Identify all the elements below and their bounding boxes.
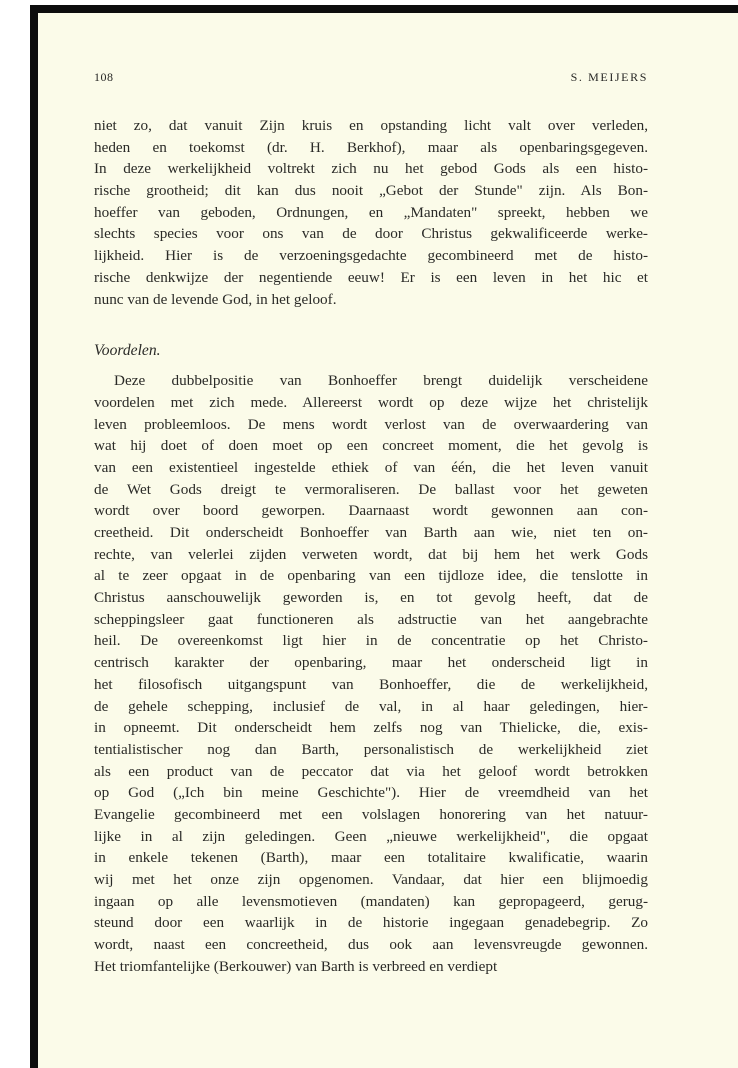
paragraph-1 — [94, 115, 648, 310]
text-line: nunc van de levende God, in het geloof. — [94, 290, 337, 308]
scan-border-left — [30, 5, 38, 1068]
text-line: ingaan op alle levensmotieven (mandaten) kan gepropageerd, gerug- — [94, 892, 648, 910]
text-line: leven probleemloos. De mens wordt verlost van de overwaardering van — [94, 415, 648, 433]
text-line: op God („Ich bin meine Geschichte"). Hier de vreemdheid van het — [94, 784, 648, 802]
text-line: scheppingsleer gaat functioneren als adstructie van het aangebrachte — [94, 610, 648, 628]
body-text — [94, 115, 648, 977]
text-line: in enkele tekenen (Barth), maar een totalitaire kwalificatie, waarin — [94, 849, 648, 867]
text-line: al te zeer opgaat in de openbaring van een tijdloze idee, die tenslotte in — [94, 567, 648, 585]
text-line: van een existentieel ingestelde ethiek of van één, die het leven vanuit — [94, 458, 648, 476]
text-line: Evangelie gecombineerd met een volslagen honorering van het natuur- — [94, 805, 648, 823]
text-line: Het triomfantelijke (Berkouwer) van Barth is verbreed en verdiept — [94, 957, 498, 975]
text-line: steund door een waarlijk in de historie ingegaan genadebegrip. Zo — [94, 914, 648, 932]
text-line: niet zo, dat vanuit Zijn kruis en opstanding licht valt over verleden, — [94, 117, 648, 134]
text-line: slechts species voor ons van de door Christus gekwalificeerde werke- — [94, 225, 648, 243]
text-line: centrisch karakter der openbaring, maar het onderscheid ligt in — [94, 654, 648, 672]
paragraph-gap — [94, 310, 648, 340]
running-head-author: S. MEIJERS — [570, 70, 648, 84]
text-line: in opneemt. Dit onderscheidt hem zelfs nog van Thielicke, die, exis- — [94, 719, 648, 737]
text-line: de Wet Gods dreigt te vermoraliseren. De ballast voor het geweten — [94, 480, 648, 498]
text-line: wordt, naast een concreetheid, dus ook aan levensvreugde gewonnen. — [94, 936, 648, 954]
text-line: rische denkwijze der negentiende eeuw! Er is een leven in het hic et — [94, 268, 648, 286]
text-line: hoeffer van geboden, Ordnungen, en „Mandaten" spreekt, hebben we — [94, 203, 648, 221]
section-heading: Voordelen. — [94, 342, 161, 360]
text-line: voordelen met zich mede. Allereerst wordt op deze wijze het christelijk — [94, 393, 648, 411]
text-line: In deze werkelijkheid voltrekt zich nu het gebod Gods als een histo- — [94, 160, 648, 178]
text-line: tentialistischer nog dan Barth, personalistisch de werkelijkheid ziet — [94, 740, 648, 758]
text-line: wat hij doet of doen moet op een concreet moment, die het gevolg is — [94, 437, 648, 455]
text-line: wij met het onze zijn opgenomen. Vandaar, dat hier een blijmoedig — [94, 871, 648, 888]
text-line: lijke in al zijn geledingen. Geen „nieuwe werkelijkheid", die opgaat — [94, 827, 648, 845]
page-number: 108 — [94, 70, 114, 84]
text-line: creetheid. Dit onderscheidt Bonhoeffer van Barth aan wie, niet ten on- — [94, 524, 648, 541]
heading-gap — [94, 362, 648, 370]
text-line: als een product van de peccator dat via het geloof wordt betrokken — [94, 762, 648, 780]
text-line: heden en toekomst (dr. H. Berkhof), maar als openbaringsgegeven. — [94, 138, 648, 156]
text-line: Deze dubbelpositie van Bonhoeffer brengt duidelijk verscheidene — [114, 372, 648, 390]
text-line: wordt over boord geworpen. Daarnaast wordt gewonnen aan con- — [94, 502, 648, 520]
text-line: lijkheid. Hier is de verzoeningsgedachte gecombineerd met de histo- — [94, 247, 648, 265]
scan-border-top — [30, 5, 738, 13]
text-line: rische grootheid; dit kan dus nooit „Gebot der Stunde" zijn. Als Bon- — [94, 182, 648, 200]
text-line: het filosofisch uitgangspunt van Bonhoeffer, die de werkelijkheid, — [94, 675, 648, 693]
text-line: de gehele schepping, inclusief de val, in al haar geledingen, hier- — [94, 697, 648, 715]
text-line: Christus aanschouwelijk geworden is, en tot gevolg heeft, dat de — [94, 589, 648, 607]
running-head — [94, 70, 648, 92]
paragraph-2 — [94, 370, 648, 977]
text-line: rechte, van velerlei zijden verweten wordt, dat bij hem het werk Gods — [94, 545, 648, 563]
text-line: heil. De overeenkomst ligt hier in de concentratie op het Christo- — [94, 632, 648, 650]
